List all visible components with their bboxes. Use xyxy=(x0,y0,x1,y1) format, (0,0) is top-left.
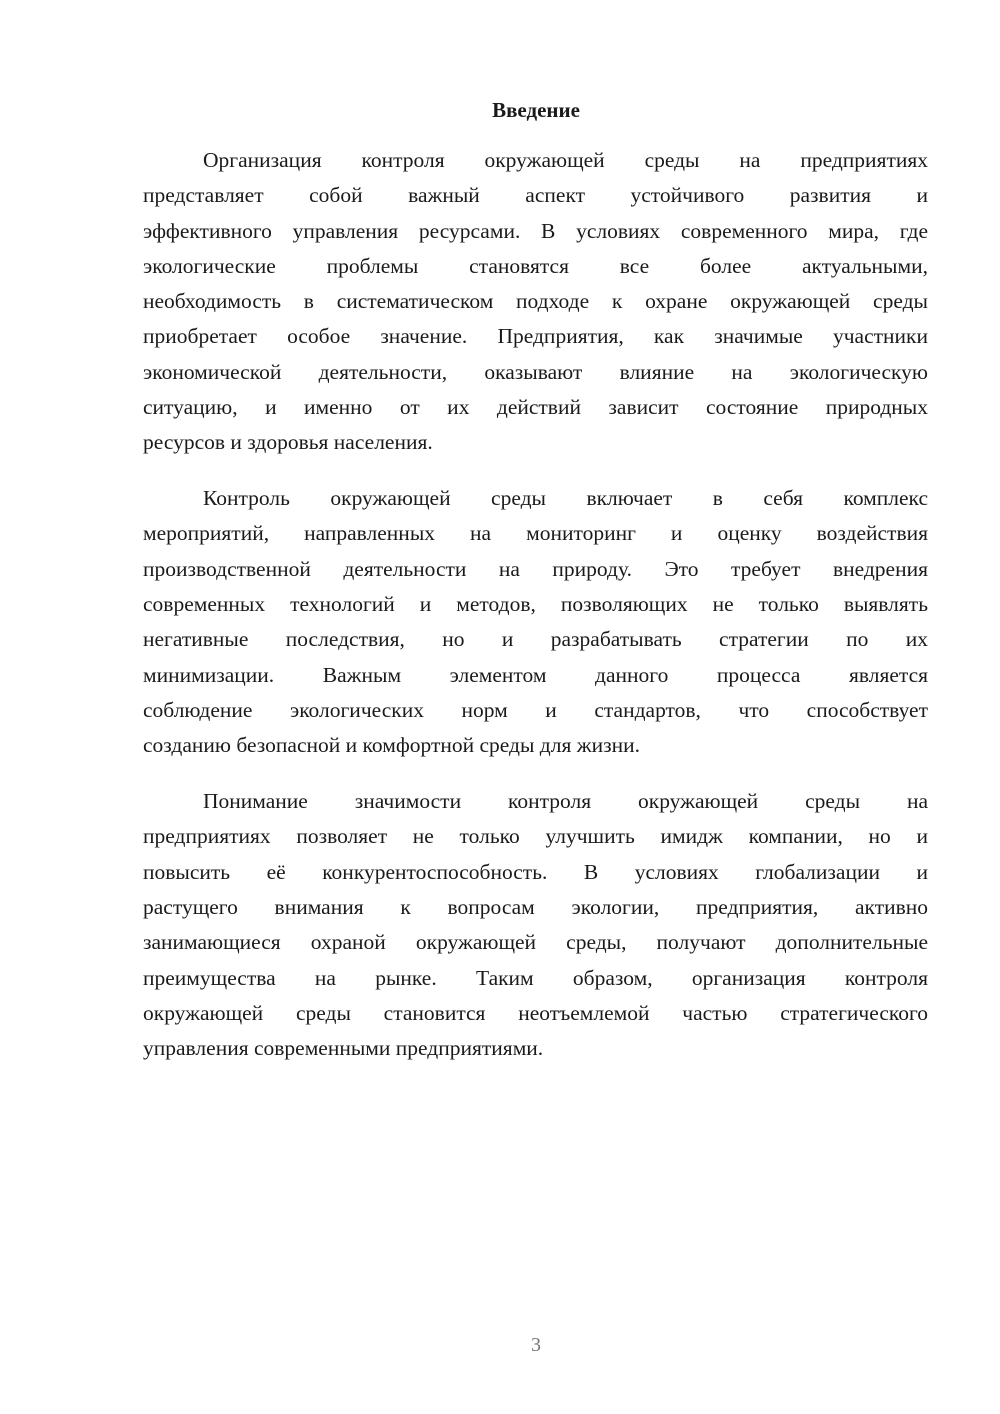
text-line: преимущества на рынке. Таким образом, организация контроля xyxy=(143,965,928,990)
text-line: окружающей среды становится неотъемлемой частью стратегического xyxy=(143,1000,928,1025)
text-line: предприятиях позволяет не только улучшить имидж компании, но и xyxy=(143,824,928,849)
document-body xyxy=(143,143,928,1087)
text-line: экологические проблемы становятся все более актуальными, xyxy=(143,253,928,278)
text-line: соблюдение экологических норм и стандартов, что способствует xyxy=(143,697,928,722)
text-line: негативные последствия, но и разрабатывать стратегии по их xyxy=(143,627,928,652)
text-line: занимающиеся охраной окружающей среды, получают дополнительные xyxy=(143,930,928,955)
text-line: современных технологий и методов, позволяющих не только выявлять xyxy=(143,592,928,617)
text-line: Контроль окружающей среды включает в себя комплекс xyxy=(203,486,928,511)
text-line: мероприятий, направленных на мониторинг и оценку воздействия xyxy=(143,521,928,546)
text-line: приобретает особое значение. Предприятия, как значимые участники xyxy=(143,324,928,349)
text-line: производственной деятельности на природу. Это требует внедрения xyxy=(143,556,928,581)
text-line: необходимость в систематическом подходе к охране окружающей среды xyxy=(143,289,928,314)
text-line: созданию безопасной и комфортной среды для жизни. xyxy=(143,733,640,758)
text-line: представляет собой важный аспект устойчивого развития и xyxy=(143,183,928,208)
section-heading: Введение xyxy=(492,98,580,122)
text-line: повысить её конкурентоспособность. В условиях глобализации и xyxy=(143,859,928,884)
text-line: минимизации. Важным элементом данного процесса является xyxy=(143,662,928,687)
paragraph xyxy=(143,143,928,461)
text-line: ресурсов и здоровья населения. xyxy=(143,430,433,455)
text-line: ситуацию, и именно от их действий зависит состояние природных xyxy=(143,395,928,420)
text-line: растущего внимания к вопросам экологии, предприятия, активно xyxy=(143,894,928,919)
text-line: Понимание значимости контроля окружающей среды на xyxy=(203,789,928,814)
text-line: Организация контроля окружающей среды на предприятиях xyxy=(203,148,928,172)
paragraph xyxy=(143,481,928,763)
paragraph xyxy=(143,784,928,1066)
text-line: управления современными предприятиями. xyxy=(143,1036,544,1061)
text-line: эффективного управления ресурсами. В условиях современного мира, где xyxy=(143,218,928,243)
text-line: экономической деятельности, оказывают влияние на экологическую xyxy=(143,359,928,384)
page-number: 3 xyxy=(531,1334,541,1356)
